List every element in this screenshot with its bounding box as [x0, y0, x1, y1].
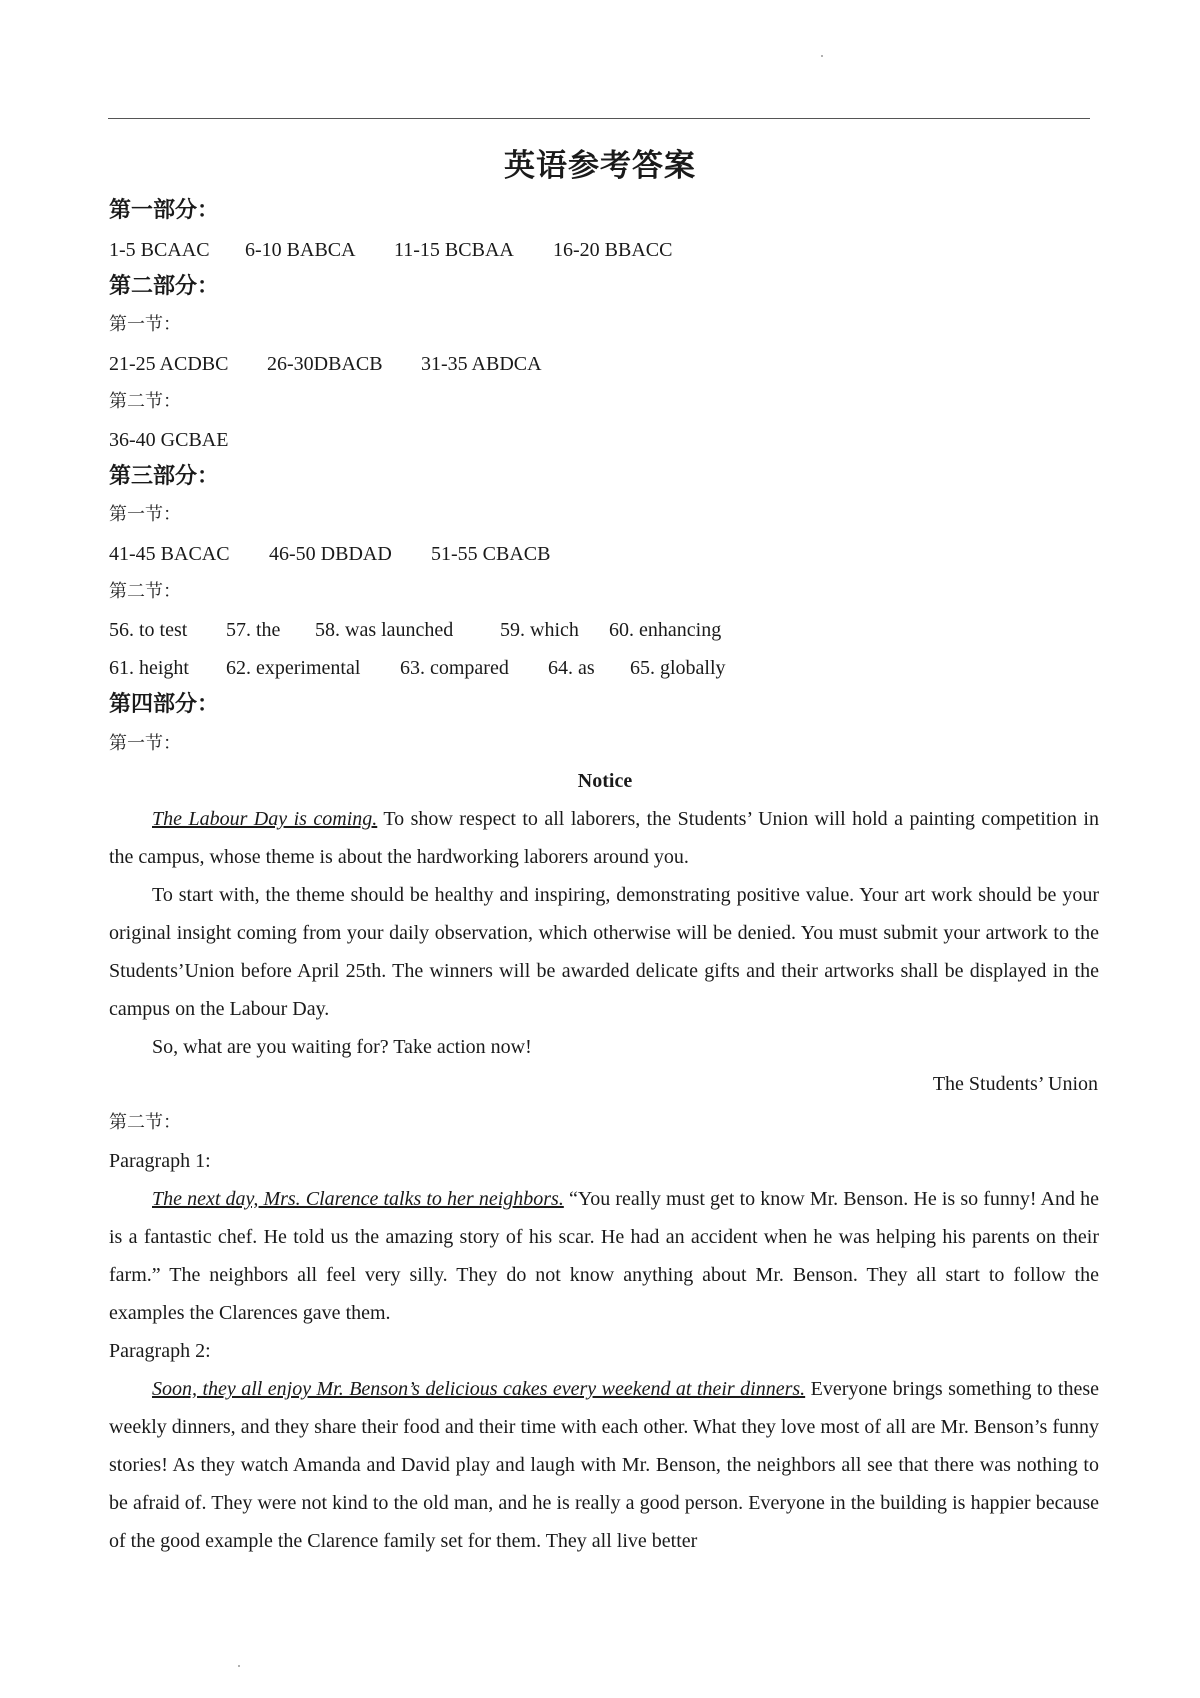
notice-paragraph-3: So, what are you waiting for? Take action now! — [152, 1036, 532, 1058]
part3-heading: 第三部分： — [109, 464, 220, 489]
part3-section2-row1 — [109, 617, 721, 643]
answer-group: 31-35 ABDCA — [421, 353, 542, 375]
answer-item: 57. the — [226, 619, 281, 641]
scan-speck — [238, 1665, 240, 1667]
answer-item: 60. enhancing — [609, 619, 722, 641]
part4-heading: 第四部分： — [109, 692, 220, 717]
answer-item: 65. globally — [630, 657, 726, 679]
notice-paragraph-2: To start with, the theme should be healthy and inspiring, demonstrating positive value. Your art work should be your original insight coming from your daily observation, which otherwise will be denied. You must submit your artwork to the Students’Union before April 25th. The winners will be awarded delicate gifts and their artworks shall be displayed in the campus on the Labour Day. — [109, 884, 1099, 1020]
part2-heading: 第二部分： — [109, 274, 220, 299]
notice-title: Notice — [577, 770, 633, 792]
page-title: 英语参考答案 — [504, 148, 696, 184]
answer-item: 58. was launched — [315, 619, 454, 641]
answer-group: 36-40 GCBAE — [109, 429, 229, 451]
answer-group: 26-30DBACB — [267, 353, 383, 375]
answer-group: 1-5 BCAAC — [109, 239, 210, 261]
paragraph-text: To show respect to all laborers, the Students’ Union will hold a painting competition in the campus, whose theme is about the hardworking laborers around you. — [109, 808, 1099, 868]
paragraph-2-label: Paragraph 2: — [109, 1340, 211, 1362]
part1-heading: 第一部分： — [109, 198, 220, 223]
answer-group: 46-50 DBDAD — [269, 543, 392, 565]
answer-item: 56. to test — [109, 619, 188, 641]
underlined-sentence: Soon, they all enjoy Mr. Benson’s delicious cakes every weekend at their dinners. — [152, 1378, 806, 1400]
story-paragraph-2 — [109, 1370, 1099, 1560]
part3-section2-label: 第二节： — [109, 581, 181, 602]
header-rule — [108, 118, 1090, 119]
part4-section2-label: 第二节： — [109, 1112, 181, 1133]
answer-group: 16-20 BBACC — [553, 239, 673, 261]
part2-section2-answers — [109, 427, 228, 453]
paragraph-text: “You really must get to know Mr. Benson. He is so funny! And he is a fantastic chef. He told us the amazing story of his scar. He had an accident when he was helping his parents on their farm.” The neighbors all feel very silly. They do not know anything about Mr. Benson. They all start to follow the examples the Clarences gave them. — [109, 1188, 1099, 1324]
part3-section1-answers — [109, 541, 550, 567]
part3-section1-label: 第一节： — [109, 504, 181, 525]
part1-answers — [109, 237, 672, 263]
answer-item: 61. height — [109, 657, 189, 679]
notice-signature: The Students’ Union — [932, 1073, 1098, 1095]
answer-group: 41-45 BACAC — [109, 543, 230, 565]
story-paragraph-1 — [109, 1180, 1099, 1332]
answer-item: 59. which — [500, 619, 579, 641]
scan-speck — [821, 55, 823, 57]
answer-group: 21-25 ACDBC — [109, 353, 229, 375]
paragraph-1-label: Paragraph 1: — [109, 1150, 211, 1172]
part3-section2-row2 — [109, 655, 726, 681]
answer-group: 6-10 BABCA — [245, 239, 356, 261]
paragraph-text: Everyone brings something to these weekly dinners, and they share their food and their time with each other. What they love most of all are Mr. Benson’s funny stories! As they watch Amanda and David play and laugh with Mr. Benson, the neighbors all see that there was nothing to be afraid of. They were not kind to the old man, and he is really a good person. Everyone in the building is happier because of the good example the Clarence family set for them. They all live better — [109, 1378, 1099, 1552]
underlined-sentence: The Labour Day is coming. — [152, 808, 378, 830]
part2-section1-answers — [109, 351, 542, 377]
part4-section1-label: 第一节： — [109, 733, 181, 754]
underlined-sentence: The next day, Mrs. Clarence talks to her neighbors. — [152, 1188, 564, 1210]
part2-section1-label: 第一节： — [109, 314, 181, 335]
answer-item: 62. experimental — [226, 657, 361, 679]
answer-group: 11-15 BCBAA — [394, 239, 514, 261]
part2-section2-label: 第二节： — [109, 391, 181, 412]
answer-item: 64. as — [548, 657, 595, 679]
answer-item: 63. compared — [400, 657, 509, 679]
answer-group: 51-55 CBACB — [431, 543, 551, 565]
notice-paragraph-1 — [109, 800, 1099, 876]
